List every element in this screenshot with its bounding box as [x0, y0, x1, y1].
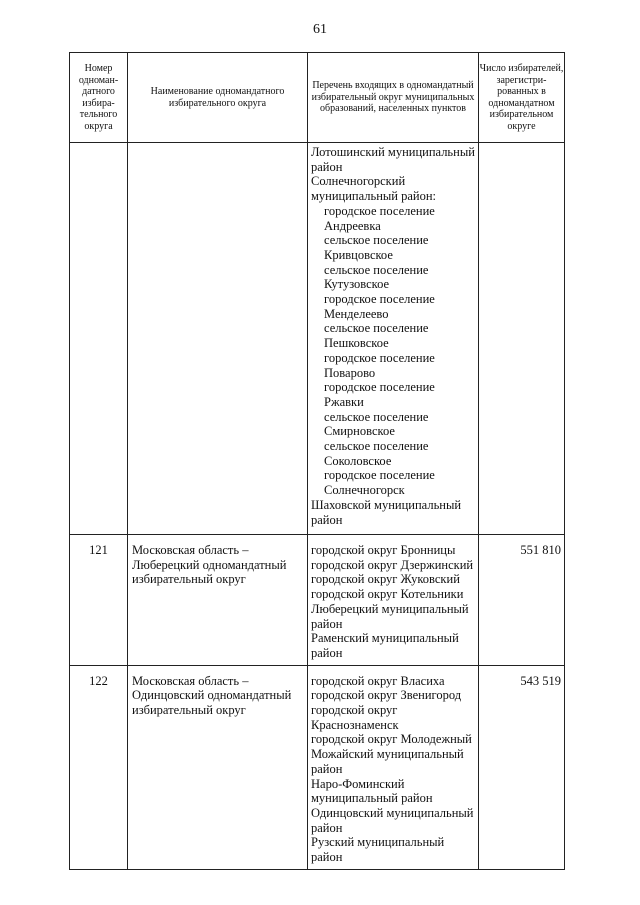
district-number: 122 — [89, 673, 108, 688]
list-item: городской округ Власиха — [311, 673, 445, 688]
page-number: 61 — [313, 22, 327, 37]
list-item: Рузский муниципальный район — [311, 835, 445, 865]
list-item: городской округ Краснознаменск — [311, 703, 399, 732]
list-item: Люберецкий муниципальный район — [311, 601, 469, 631]
list-item: Шаховской муниципальный район — [311, 497, 462, 527]
cell-voters — [479, 535, 565, 666]
table-header-row — [70, 53, 565, 143]
list-item: Наро-Фоминский муниципальный район — [311, 776, 433, 806]
cell-name — [128, 143, 308, 535]
header-voters: Число избирателей, зарегистри-рованных в одномандатном избирательном округе — [479, 53, 565, 143]
list-item: сельское поселение Кривцовское — [324, 233, 429, 262]
table-row-121 — [70, 535, 565, 666]
cell-voters — [479, 665, 565, 869]
cell-number — [70, 665, 128, 869]
list-item: городское поселение Андреевка — [324, 203, 435, 233]
list-item: сельское поселение Пешковское — [324, 321, 429, 351]
header-municipalities: Перечень входящих в одномандатный избирательный округ муниципальных образований, населенных пунктов — [308, 53, 479, 143]
cell-number — [70, 535, 128, 666]
district-number: 121 — [89, 543, 108, 557]
cell-number — [70, 143, 128, 535]
list-item: Раменский муниципальный район — [311, 631, 459, 660]
list-item: городское поселение Поварово — [324, 350, 435, 380]
list-item: Одинцовский муниципальный район — [311, 805, 474, 835]
list-item: городской округ Молодежный — [311, 732, 472, 747]
district-name: Московская область – Люберецкий одномандатный избирательный округ — [132, 543, 287, 587]
cell-municipalities — [308, 535, 479, 666]
list-item: городской округ Бронницы — [311, 543, 456, 557]
list-item: городской округ Котельники — [311, 587, 464, 602]
list-item: Лотошинский муниципальный район — [311, 145, 475, 174]
list-item: сельское поселение Кутузовское — [324, 262, 429, 292]
voters-count: 543 519 — [520, 673, 561, 688]
district-name: Московская область – Одинцовский одномандатный избирательный округ — [132, 673, 292, 718]
list-item: сельское поселение Смирновское — [324, 409, 429, 439]
table-row-122 — [70, 665, 565, 869]
list-item: городской округ Дзержинский — [311, 557, 474, 572]
list-item: городской округ Звенигород — [311, 688, 462, 703]
table-row-continuation — [70, 143, 565, 535]
list-item: Солнечногорский муниципальный район: — [311, 174, 437, 204]
cell-municipalities — [308, 143, 479, 535]
cell-municipalities — [308, 665, 479, 869]
voters-count: 551 810 — [520, 543, 561, 557]
header-district-name: Наименование одномандатного избирательного округа — [128, 53, 308, 143]
list-item: сельское поселение Соколовское — [324, 439, 429, 468]
districts-table — [69, 52, 565, 870]
header-district-number: Номер одноман-датного избира-тельного округа — [70, 53, 128, 143]
list-item: городской округ Жуковский — [311, 572, 460, 587]
list-item: городское поселение Ржавки — [324, 380, 435, 409]
list-item: Можайский муниципальный район — [311, 747, 464, 776]
cell-name — [128, 535, 308, 666]
cell-name — [128, 665, 308, 869]
list-item: городское поселение Солнечногорск — [324, 468, 435, 498]
cell-voters — [479, 143, 565, 535]
list-item: городское поселение Менделеево — [324, 292, 435, 321]
